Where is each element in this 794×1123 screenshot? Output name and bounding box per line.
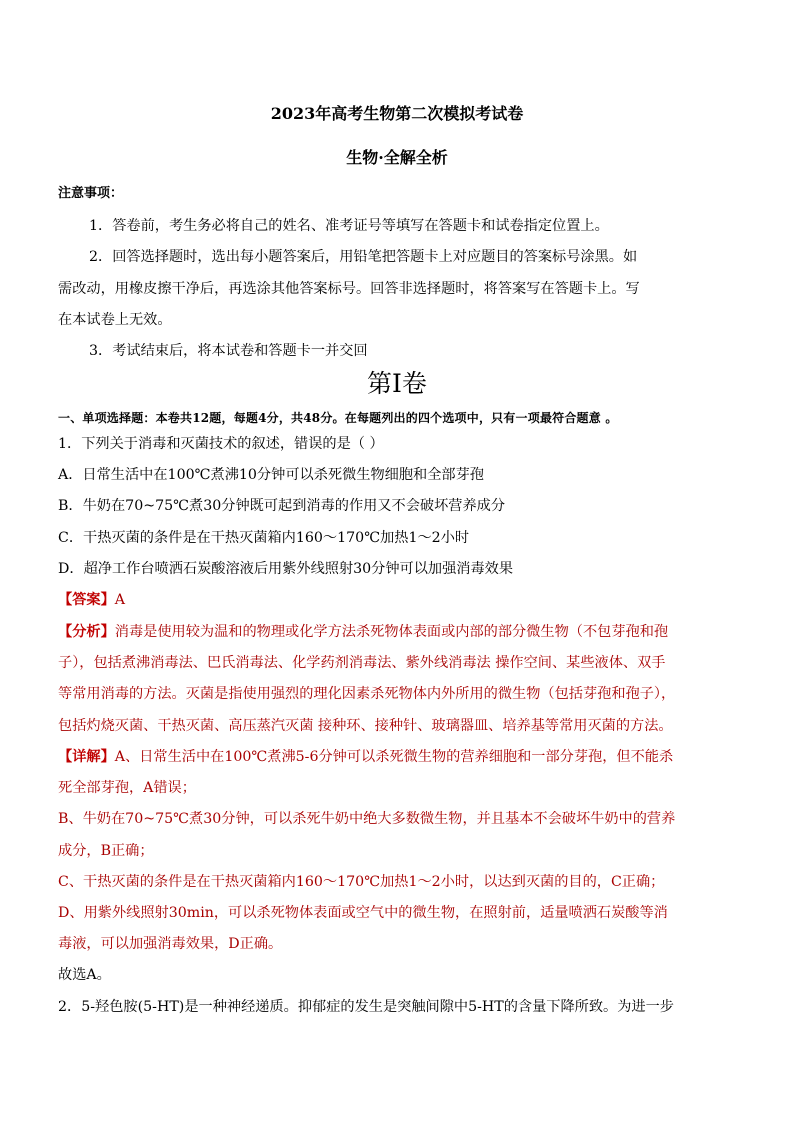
q1-detail-line-7: 毒液，可以加强消毒效果，D正确。 (58, 936, 283, 952)
answer-value: A (114, 592, 126, 608)
q1-analysis-line-1 (58, 622, 748, 642)
q1-option-a: A．日常生活中在100℃煮沸10分钟可以杀死微生物细胞和全部芽孢 (58, 467, 484, 483)
exam-subtitle: 生物·全解全析 (346, 148, 448, 167)
q1-option-c: C．干热灭菌的条件是在干热灭菌箱内160～170℃加热1～2小时 (58, 530, 470, 546)
q1-detail-line-4: 成分，B正确； (58, 843, 154, 859)
notice-item-1: 1．答卷前，考生务必将自己的姓名、准考证号等填写在答题卡和试卷指定位置上。 (89, 218, 609, 234)
detail-text-1: A、日常生活中在100℃煮沸5-6分钟可以杀死微生物的营养细胞和一部分芽孢，但不能杀 (114, 749, 674, 765)
notice-item-2-line-2: 需改动，用橡皮擦干净后，再选涂其他答案标号。回答非选择题时，将答案写在答题卡上。写 (58, 281, 640, 297)
analysis-tag: 【分析】 (58, 624, 115, 640)
notice-item-2-line-1: 2．回答选择题时，选出每小题答案后，用铅笔把答题卡上对应题目的答案标号涂黑。如 (89, 249, 638, 265)
analysis-text-1: 消毒是使用较为温和的物理或化学方法杀死物体表面或内部的部分微生物（不包芽孢和孢 (114, 624, 669, 640)
q1-conclusion: 故选A。 (58, 967, 111, 983)
volume-title: 第Ⅰ卷 (367, 369, 427, 398)
q1-detail-line-3: B、牛奶在70~75℃煮30分钟，可以杀死牛奶中绝大多数微生物，并且基本不会破坏牛奶中的营养 (58, 811, 676, 827)
notice-item-3: 3．考试结束后，将本试卷和答题卡一并交回 (89, 343, 368, 359)
q1-detail-line-1 (58, 747, 748, 767)
q1-analysis-line-3: 等常用消毒的方法。灭菌是指使用强烈的理化因素杀死物体内外所用的微生物（包括芽孢和孢子）， (58, 686, 676, 702)
notice-item-2-line-3: 在本试卷上无效。 (58, 312, 172, 328)
q1-detail-line-5: C、干热灭菌的条件是在干热灭菌箱内160～170℃加热1～2小时，以达到灭菌的目的，C正确； (58, 874, 665, 890)
q1-stem: 1．下列关于消毒和灭菌技术的叙述，错误的是（ ） (58, 436, 384, 452)
q1-option-d: D．超净工作台喷洒石炭酸溶液后用紫外线照射30分钟可以加强消毒效果 (58, 561, 514, 577)
q1-analysis-line-2: 子），包括煮沸消毒法、巴氏消毒法、化学药剂消毒法、紫外线消毒法 操作空间、某些液体、双手 (58, 655, 666, 671)
answer-tag: 【答案】 (58, 592, 115, 608)
q1-option-b: B．牛奶在70~75℃煮30分钟既可起到消毒的作用又不会破坏营养成分 (58, 498, 506, 514)
q1-answer-line (58, 590, 748, 610)
exam-title: 2023年高考生物第二次模拟考试卷 (270, 104, 524, 123)
q1-analysis-line-4: 包括灼烧灭菌、干热灭菌、高压蒸汽灭菌 接种环、接种针、玻璃器皿、培养基等常用灭菌的方法。 (58, 718, 673, 734)
q1-detail-line-6: D、用紫外线照射30min，可以杀死物体表面或空气中的微生物，在照射前，适量喷洒石炭酸等消 (58, 905, 668, 921)
section-intro: 一、单项选择题：本卷共12题，每题4分，共48分。在每题列出的四个选项中，只有一项最符合题意 。 (58, 411, 618, 425)
notice-heading: 注意事项： (58, 186, 124, 201)
q2-stem-line-1: 2．5-羟色胺(5-HT)是一种神经递质。抑郁症的发生是突触间隙中5-HT的含量下降所致。为进一步 (58, 999, 674, 1015)
detail-tag: 【详解】 (58, 749, 115, 765)
q1-detail-line-2: 死全部芽孢，A错误； (58, 780, 196, 796)
